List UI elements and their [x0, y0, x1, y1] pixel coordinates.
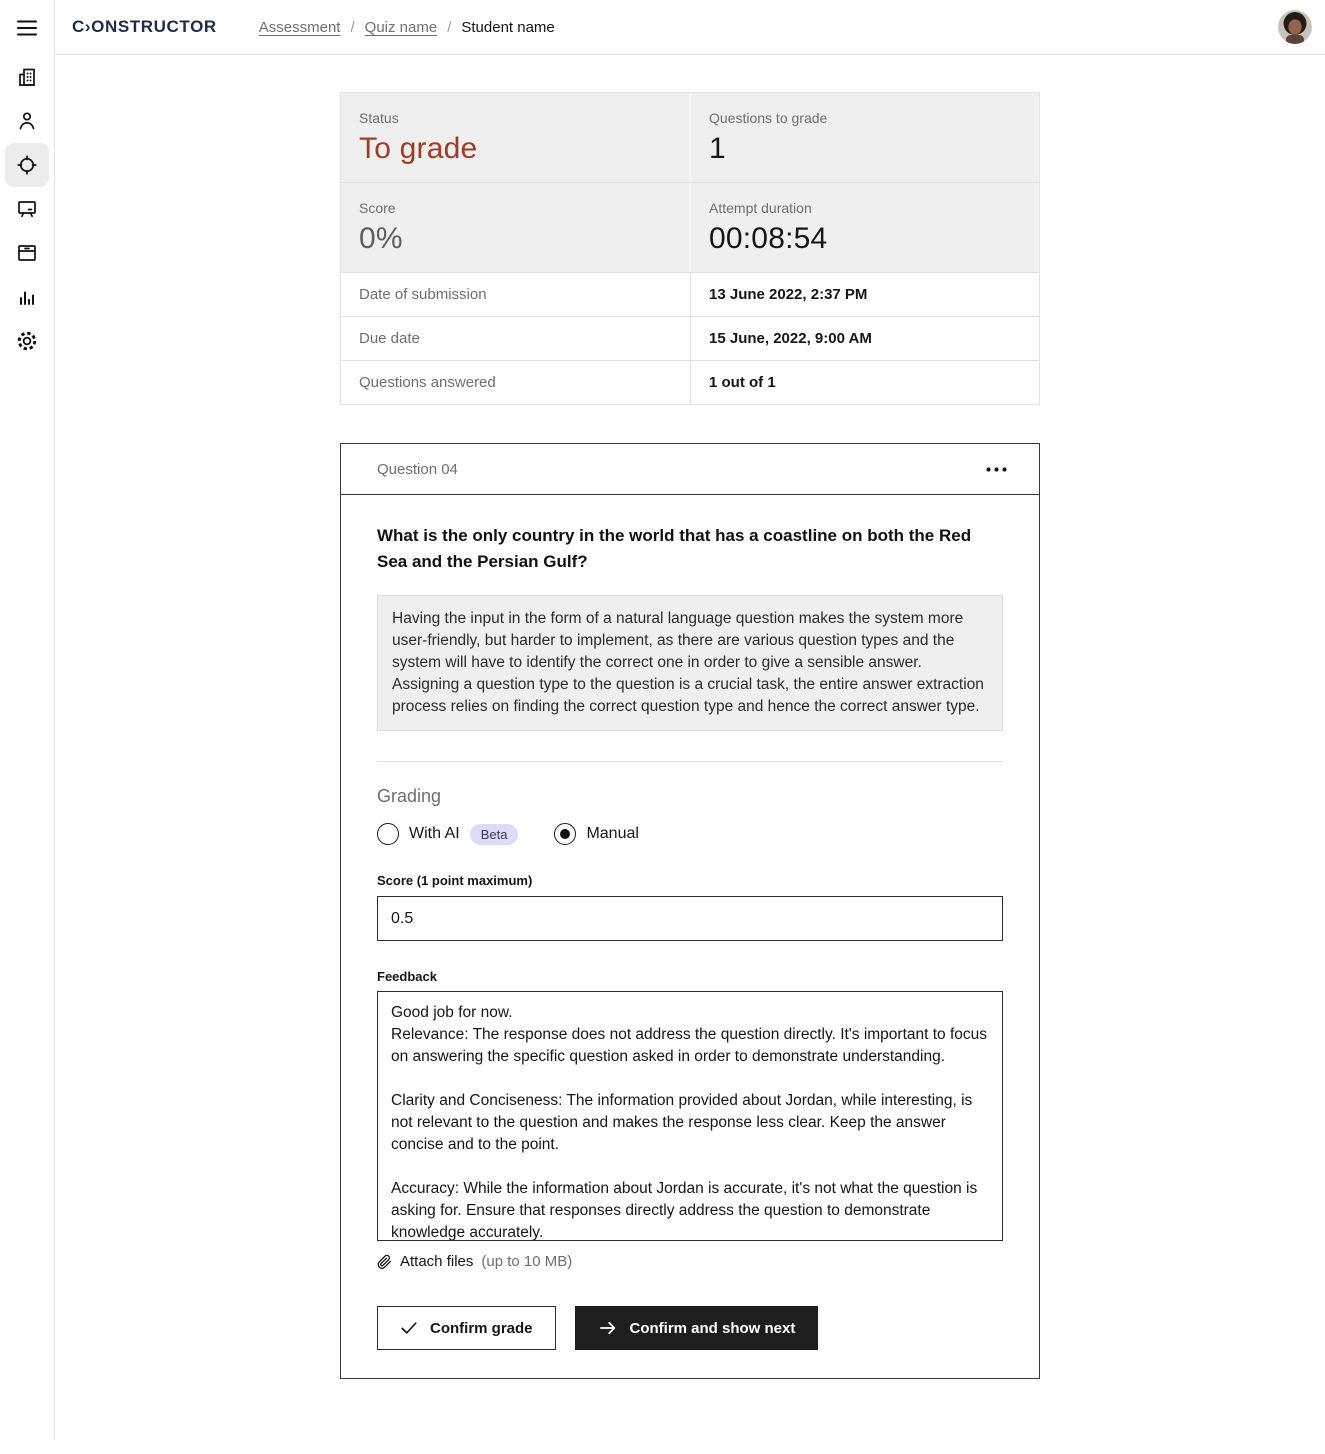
question-card: [340, 443, 1040, 1379]
user-avatar[interactable]: [1278, 10, 1312, 44]
radio-circle-unchecked: [377, 823, 399, 845]
questions-answered-value: 1 out of 1: [690, 361, 1039, 404]
attempt-duration-cell: [690, 183, 1039, 272]
settings-icon: [14, 328, 40, 354]
main-area: [55, 0, 1325, 1440]
sidebar-item-users[interactable]: [5, 99, 49, 143]
attempt-duration-label: Attempt duration: [709, 200, 812, 216]
questions-answered-label: Questions answered: [359, 374, 496, 391]
target-icon: [15, 153, 39, 177]
question-text: What is the only country in the world that has a coastline on both the Red Sea and the Persian Gulf?: [377, 526, 972, 571]
grading-mode-options: [377, 823, 1003, 845]
attempt-duration-value: 00:08:54: [709, 222, 828, 255]
confirm-grade-button[interactable]: [377, 1306, 556, 1350]
hamburger-menu-icon[interactable]: [5, 6, 49, 50]
radio-manual[interactable]: [554, 823, 638, 845]
stats-icon: [15, 285, 39, 309]
arrow-right-icon: [598, 1320, 618, 1336]
with-ai-label: With AI: [409, 825, 460, 842]
organization-icon: [15, 65, 39, 89]
sidebar-item-archive[interactable]: [5, 231, 49, 275]
check-icon: [400, 1321, 418, 1335]
score-cell: [341, 183, 690, 272]
breadcrumb-separator: /: [350, 18, 355, 36]
beta-badge: Beta: [470, 824, 519, 845]
sidebar-item-stats[interactable]: [5, 275, 49, 319]
sidebar-item-grading[interactable]: [5, 143, 49, 187]
attach-files-hint: (up to 10 MB): [481, 1253, 573, 1270]
attach-files-label: Attach files: [400, 1253, 474, 1270]
due-date-label: Due date: [359, 330, 420, 347]
status-value: To grade: [359, 132, 478, 165]
score-label: Score: [359, 200, 396, 216]
question-card-header: [341, 444, 1039, 495]
topbar: [55, 0, 1325, 55]
question-title: Question 04: [377, 460, 458, 478]
breadcrumb-student-name: Student name: [461, 18, 555, 36]
attempt-summary-table: [340, 92, 1040, 405]
sidebar: [0, 0, 55, 1440]
breadcrumb-quiz-name[interactable]: Quiz name: [364, 18, 438, 36]
content: [55, 55, 1325, 1454]
score-field-label: Score (1 point maximum): [377, 873, 533, 888]
attach-files-button[interactable]: [377, 1253, 1003, 1270]
ellipsis-icon: [986, 467, 1007, 472]
user-icon: [15, 109, 39, 133]
summary-row-score: [341, 183, 1039, 273]
status-label: Status: [359, 110, 399, 126]
sidebar-item-organization[interactable]: [5, 55, 49, 99]
archive-icon: [15, 241, 39, 265]
sidebar-item-courses[interactable]: [5, 187, 49, 231]
summary-row-due-date: [341, 317, 1039, 361]
questions-to-grade-cell: [690, 93, 1039, 182]
paperclip-icon: [377, 1254, 392, 1270]
confirm-grade-label: Confirm grade: [430, 1319, 533, 1337]
questions-to-grade-label: Questions to grade: [709, 110, 828, 126]
action-buttons: [377, 1306, 1003, 1350]
date-of-submission-value: 13 June 2022, 2:37 PM: [690, 273, 1039, 316]
presentation-icon: [15, 197, 39, 221]
summary-row-status: [341, 93, 1039, 183]
feedback-field-label: Feedback: [377, 969, 437, 984]
constructor-logo: C›ONSTRUCTOR: [72, 17, 217, 36]
feedback-textarea[interactable]: [377, 991, 1003, 1241]
breadcrumb-assessment[interactable]: Assessment: [258, 18, 341, 36]
radio-circle-checked: [554, 823, 576, 845]
summary-row-submission-date: [341, 273, 1039, 317]
breadcrumb: [259, 19, 555, 36]
sidebar-item-settings[interactable]: [5, 319, 49, 363]
summary-row-questions-answered: [341, 361, 1039, 404]
score-input[interactable]: [377, 896, 1003, 941]
question-menu-button[interactable]: [984, 461, 1009, 478]
breadcrumb-separator: /: [447, 18, 452, 36]
grading-heading: Grading: [377, 786, 442, 806]
date-of-submission-label: Date of submission: [359, 286, 487, 303]
section-divider: [377, 761, 1003, 762]
student-answer: Having the input in the form of a natural language question makes the system more user-friendly, but harder to implement, as there are various question types and the system will have to identify the correct one in order to give a sensible answer. Assigning a question type to the question is a crucial task, the entire answer extraction process relies on finding the correct question type and hence the correct answer type.: [377, 595, 1003, 731]
confirm-and-show-next-button[interactable]: [575, 1306, 819, 1350]
radio-with-ai[interactable]: [377, 823, 518, 845]
confirm-and-show-next-label: Confirm and show next: [629, 1319, 796, 1337]
manual-label: Manual: [586, 825, 639, 842]
due-date-value: 15 June, 2022, 9:00 AM: [690, 317, 1039, 360]
status-cell: [341, 93, 690, 182]
score-value: 0%: [359, 222, 403, 255]
questions-to-grade-value: 1: [709, 132, 726, 165]
